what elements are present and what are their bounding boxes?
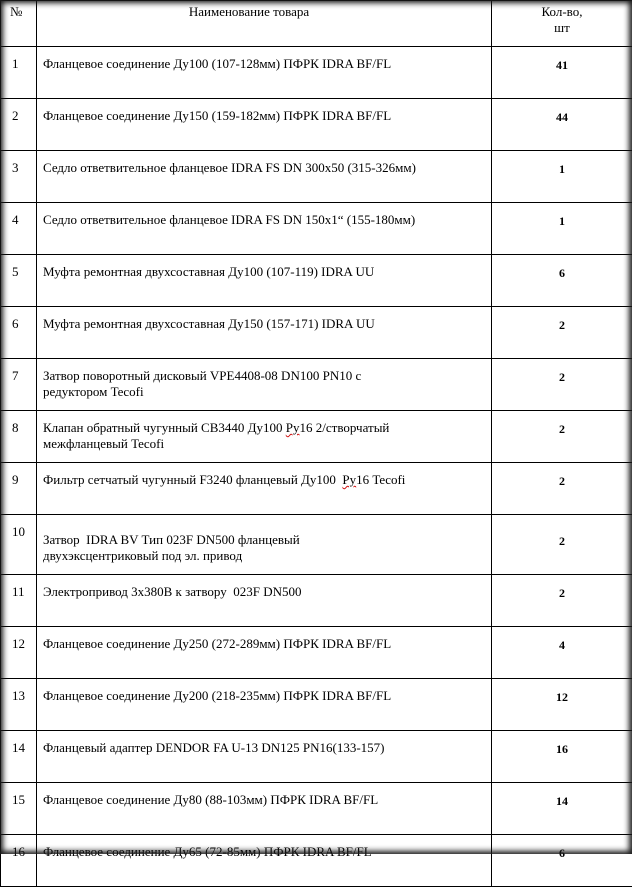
row-number: 13 <box>1 679 37 731</box>
row-number: 1 <box>1 47 37 99</box>
table-row <box>1 679 632 731</box>
header-quantity-line1: Кол-во, <box>542 4 583 19</box>
table-row <box>1 359 632 411</box>
header-number: № <box>1 1 37 47</box>
table-row <box>1 627 632 679</box>
table-row <box>1 575 632 627</box>
row-quantity: 2 <box>492 575 632 627</box>
table-row <box>1 835 632 887</box>
table-row <box>1 255 632 307</box>
row-number: 10 <box>1 515 37 575</box>
row-product-name: Фланцевое соединение Ду250 (272-289мм) ПФРК IDRA BF/FL <box>37 627 492 679</box>
row-number: 16 <box>1 835 37 887</box>
table-row <box>1 463 632 515</box>
table-header-row <box>1 1 632 47</box>
row-product-name: Фланцевое соединение Ду65 (72-85мм) ПФРК IDRA BF/FL <box>37 835 492 887</box>
row-number: 7 <box>1 359 37 411</box>
row-number: 15 <box>1 783 37 835</box>
table-row <box>1 731 632 783</box>
row-product-name-text: 16 Tecofi <box>356 472 405 487</box>
row-quantity: 2 <box>492 515 632 575</box>
row-number: 6 <box>1 307 37 359</box>
row-product-name: Седло ответвительное фланцевое IDRA FS DN 150х1“ (155-180мм) <box>37 203 492 255</box>
spellcheck-flagged-word: Ру <box>286 420 300 435</box>
table-row <box>1 783 632 835</box>
row-quantity: 6 <box>492 835 632 887</box>
row-number: 5 <box>1 255 37 307</box>
row-product-name: Электропривод 3х380В к затвору 023F DN500 <box>37 575 492 627</box>
row-quantity: 6 <box>492 255 632 307</box>
row-number: 12 <box>1 627 37 679</box>
row-number: 9 <box>1 463 37 515</box>
row-number: 11 <box>1 575 37 627</box>
row-quantity: 2 <box>492 411 632 463</box>
row-quantity: 1 <box>492 151 632 203</box>
row-number: 4 <box>1 203 37 255</box>
row-number: 2 <box>1 99 37 151</box>
row-product-name: Муфта ремонтная двухсоставная Ду100 (107-119) IDRA UU <box>37 255 492 307</box>
row-number: 14 <box>1 731 37 783</box>
row-product-name-line1: Затвор IDRA BV Тип 023F DN500 фланцевый <box>43 532 300 547</box>
table-row <box>1 307 632 359</box>
row-quantity: 41 <box>492 47 632 99</box>
row-product-name: Седло ответвительное фланцевое IDRA FS DN 300х50 (315-326мм) <box>37 151 492 203</box>
row-product-name: Фланцевое соединение Ду100 (107-128мм) ПФРК IDRA BF/FL <box>37 47 492 99</box>
header-product-name: Наименование товара <box>37 1 492 47</box>
row-product-name-text: Клапан обратный чугунный СВ3440 Ду100 <box>43 420 286 435</box>
row-quantity: 12 <box>492 679 632 731</box>
row-quantity: 44 <box>492 99 632 151</box>
row-product-name: Фланцевое соединение Ду80 (88-103мм) ПФРК IDRA BF/FL <box>37 783 492 835</box>
row-quantity: 2 <box>492 463 632 515</box>
table-row <box>1 515 632 575</box>
row-product-name: Муфта ремонтная двухсоставная Ду150 (157-171) IDRA UU <box>37 307 492 359</box>
row-product-name <box>37 411 492 463</box>
row-quantity: 2 <box>492 307 632 359</box>
header-quantity <box>492 1 632 47</box>
row-quantity: 16 <box>492 731 632 783</box>
row-product-name <box>37 463 492 515</box>
row-product-name <box>37 359 492 411</box>
row-quantity: 2 <box>492 359 632 411</box>
table-row <box>1 411 632 463</box>
row-product-name <box>37 515 492 575</box>
row-product-name: Фланцевый адаптер DENDOR FA U-13 DN125 PN16(133-157) <box>37 731 492 783</box>
row-product-name-text: Фильтр сетчатый чугунный F3240 фланцевый Ду100 <box>43 472 342 487</box>
row-quantity: 4 <box>492 627 632 679</box>
row-product-name-line2: редуктором Tecofi <box>43 384 144 399</box>
row-product-name-line1: Затвор поворотный дисковый VPE4408-08 DN100 PN10 с <box>43 368 361 383</box>
table-row <box>1 203 632 255</box>
row-number: 3 <box>1 151 37 203</box>
row-product-name-line2: двухэксцентриковый под эл. привод <box>43 548 242 563</box>
table-row <box>1 151 632 203</box>
header-quantity-line2: шт <box>554 20 570 35</box>
row-product-name-text: 16 2/створчатый <box>300 420 390 435</box>
spellcheck-flagged-word: Ру <box>342 472 356 487</box>
row-quantity: 1 <box>492 203 632 255</box>
row-product-name-line2: межфланцевый Tecofi <box>43 436 164 451</box>
row-product-name: Фланцевое соединение Ду200 (218-235мм) ПФРК IDRA BF/FL <box>37 679 492 731</box>
row-quantity: 14 <box>492 783 632 835</box>
row-product-name: Фланцевое соединение Ду150 (159-182мм) ПФРК IDRA BF/FL <box>37 99 492 151</box>
row-number: 8 <box>1 411 37 463</box>
table-row <box>1 99 632 151</box>
table-row <box>1 47 632 99</box>
